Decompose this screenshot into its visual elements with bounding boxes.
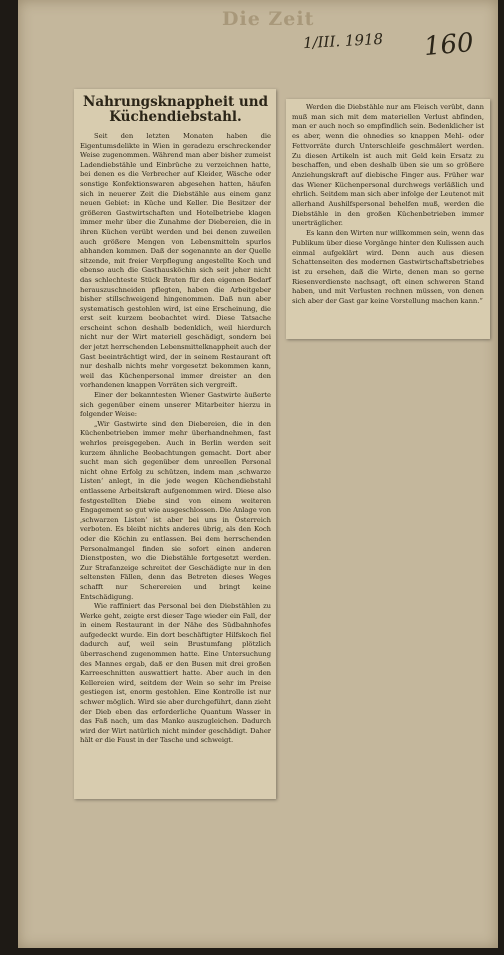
clipping-left-column bbox=[74, 89, 276, 799]
article-paragraph: Wie raffiniert das Personal bei den Diebstählen zu Werke geht, zeigte erst dieser Tage wieder ein Fall, der in einem Restaurant in der Nähe des Südbahnhofes aufgedeckt wurde. Ein dort beschäftigter Hilfskoch fiel dadurch auf, weil sein Brustumfang plötzlich überraschend zugenommen hatte. Eine Untersuchung des Mannes ergab, daß er den Busen mit drei großen Karreeschnitten auswattiert hatte. Aber auch in den Kellereien wird, seitdem der Wein so sehr im Preise gestiegen ist, enorm gestohlen. Eine Kontrolle ist nur schwer möglich. Wird sie aber durchgeführt, dann zieht der Dieb eben das erforderliche Quantum Wasser in das Faß nach, um das Manko auszugleichen. Dadurch wird der Wirt natürlich nicht minder geschädigt. Daher hält er die Faust in der Tasche und schweigt. bbox=[80, 602, 271, 745]
handwritten-number: 160 bbox=[422, 27, 475, 63]
newspaper-stamp: Die Zeit bbox=[222, 8, 315, 30]
article-paragraph: Seit den letzten Monaten haben die Eigentumsdelikte in Wien in geradezu erschreckender Weise zugenommen. Während man aber bisher zumeist Ladendiebstähle und Einbrüche zu verzeichnen hatte, bei denen es die Verbrecher auf Kleider, Wäsche oder sonstige Konfektionswaren abgesehen hatten, häufen sich in neuerer Zeit die Diebstähle aus einem ganz neuen Gebiet: in Küche und Keller. Die Besitzer der größeren Gastwirtschaften und Hotelbetriebe klagen immer mehr über die Zunahme der Diebereien, die in ihren Küchen verübt werden und bei denen zuweilen auch größere Mengen von Lebensmitteln spurlos abhanden kommen. Daß der sogenannte an der Quelle sitzende, mit freier Verpflegung angestellte Koch und ebenso auch die Gasthausköchin sich seit jeher nicht das schlechteste Stück Braten für den eigenen Bedarf herauszuschneiden pflegten, haben die Arbeitgeber bisher stillschweigend hingenommen. Daß nun aber systematisch gestohlen wird, ist eine Erscheinung, die erst seit kurzem beobachtet wird. Diese Tatsache erscheint schon deshalb bedenklich, weil hierdurch nicht nur der Wirt materiell geschädigt, sondern bei der jetzt herrschenden Lebensmittelknappheit auch der Gast beeinträchtigt wird, der in seinem Restaurant oft nur deshalb nichts mehr vorgesetzt bekommen kann, weil das Küchenpersonal immer dreister an den vorhandenen knappen Vorräten sich vergreift. bbox=[80, 132, 271, 390]
article-paragraph: „Wir Gastwirte sind den Diebereien, die in den Küchenbetrieben immer mehr überhandnehmen, fast wehrlos preisgegeben. Auch in Berlin werden seit kurzem ähnliche Beobachtungen gemacht. Dort aber sucht man sich gegenüber dem unreellen Personal nicht ohne Erfolg zu schützen, indem man ‚schwarze Listen‘ anlegt, in die jede wegen Küchendiebstahl entlassene Arbeitskraft aufgenommen wird. Diese also festgestellten Diebe sind von einem weiteren Engagement so gut wie ausgeschlossen. Die Anlage von ‚schwarzen Listen‘ ist aber bei uns in Österreich verboten. Es bleibt nichts anderes übrig, als den Koch oder die Köchin zu entlassen. Bei dem herrschenden Personalmangel finden sie sofort einen anderen Dienstposten, wo die Diebstähle fortgesetzt werden. Zur Strafanzeige schreitet der Geschädigte nur in den seltensten Fällen, denn das Betreten dieses Weges schafft nur Scherereien und bringt keine Entschädigung. bbox=[80, 419, 271, 601]
article-paragraph: Werden die Diebstähle nur am Fleisch verübt, dann muß man sich mit dem materiellen Verlust abfinden, man er auch noch so empfindlich sein. Bedenklicher ist es aber, wenn die ohnedies so knappen Mehl- oder Fettvorräte durch Unterschleife geschmälert werden. Zu diesen Artikeln ist auch mit Geld kein Ersatz zu beschaffen, und eben deshalb üben sie um so größere Anziehungskraft auf diebische Finger aus. Früher war das Wiener Küchenpersonal durchwegs verläßlich und ehrlich. Seitdem man sich aber infolge der Leutenot mit allerhand Aushilfspersonal behelfen muß, werden die Diebstähle in den großen Küchenbetrieben immer unerträglicher. bbox=[292, 103, 484, 228]
article-paragraph: Einer der bekanntesten Wiener Gastwirte äußerte sich gegenüber einem unserer Mitarbeiter hierzu in folgender Weise: bbox=[80, 391, 271, 419]
clipping-right-column bbox=[286, 99, 490, 339]
handwritten-date: 1/III. 1918 bbox=[302, 29, 384, 53]
article-paragraph: Es kann den Wirten nur willkommen sein, wenn das Publikum über diese Vorgänge hinter den Kulissen auch einmal aufgeklärt wird. Denn auch aus diesen Schattenseiten des modernen Gastwirtschaftsbetriebes ist zu ersehen, daß die Wirte, denen man so gerne Riesenverdienste nachsagt, oft einen schweren Stand haben, und mit Verlusten rechnen müssen, von denen sich aber der Gast gar keine Vorstellung machen kann.“ bbox=[292, 229, 484, 306]
article-headline: Nahrungsknappheit und Küchendiebstahl. bbox=[82, 94, 269, 125]
